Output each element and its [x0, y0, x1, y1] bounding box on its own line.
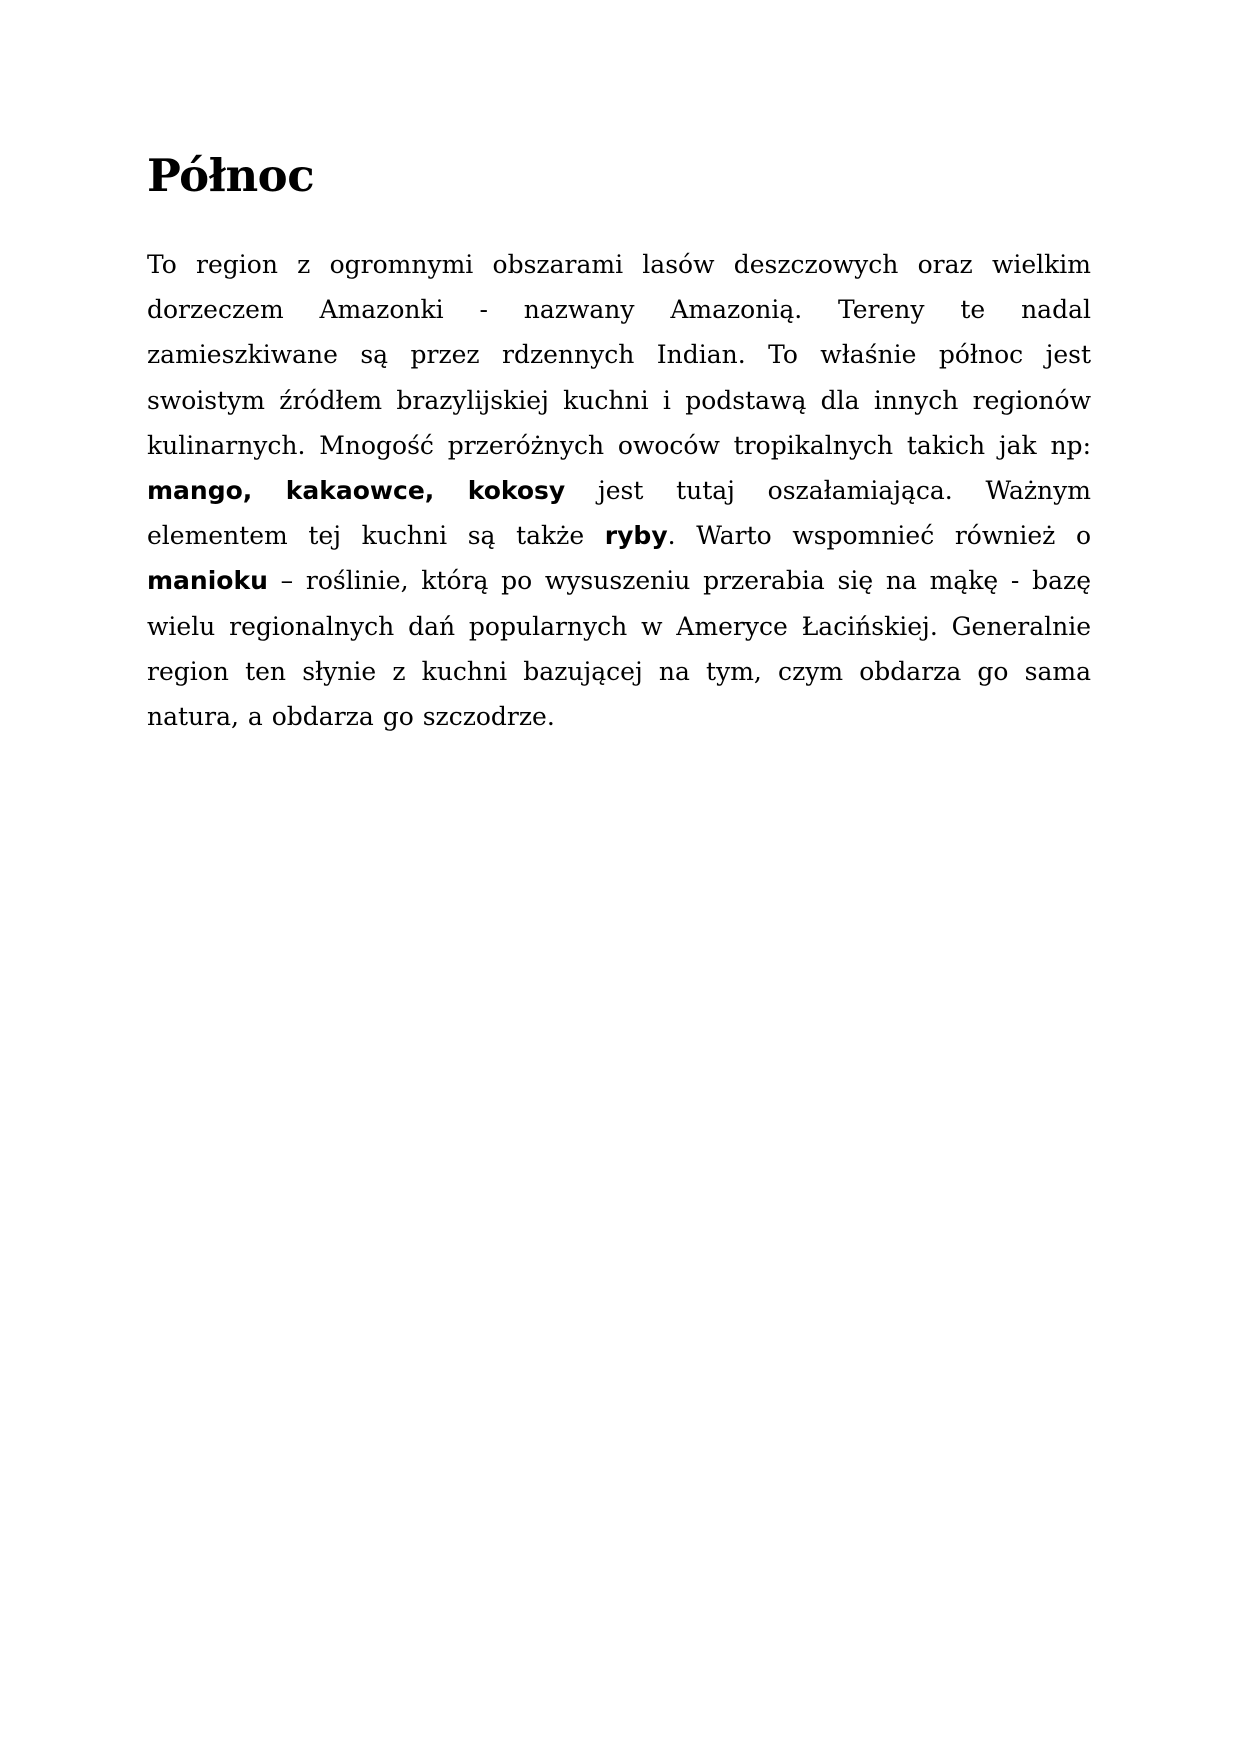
text-run: jest tutaj oszałamiająca. Ważnym elementem tej kuchni są także: [147, 476, 1091, 551]
section-heading: Północ: [147, 149, 315, 202]
body-paragraph: [147, 242, 1091, 739]
bold-text-cassava: manioku: [147, 566, 268, 596]
text-run: . Warto wspomnieć również o: [667, 521, 1092, 551]
text-run: To region z ogromnymi obszarami lasów deszczowych oraz wielkim dorzeczem Amazonki - nazwany Amazonią. Tereny te nadal zamieszkiwane są przez rdzennych Indian. To właśnie północ jest swoistym źródłem brazylijskiej kuchni i podstawą dla innych regionów kulinarnych. Mnogość przeróżnych owoców tropikalnych takich jak np:: [147, 250, 1091, 460]
bold-text-fruits: mango, kakaowce, kokosy: [147, 476, 566, 506]
text-run: – roślinie, którą po wysuszeniu przerabia się na mąkę - bazę wielu regionalnych dań popularnych w Ameryce Łacińskiej. Generalnie region ten słynie z kuchni bazującej na tym, czym obdarza go sama natura, a obdarza go szczodrze.: [147, 566, 1091, 732]
bold-text-fish: ryby: [604, 521, 668, 551]
